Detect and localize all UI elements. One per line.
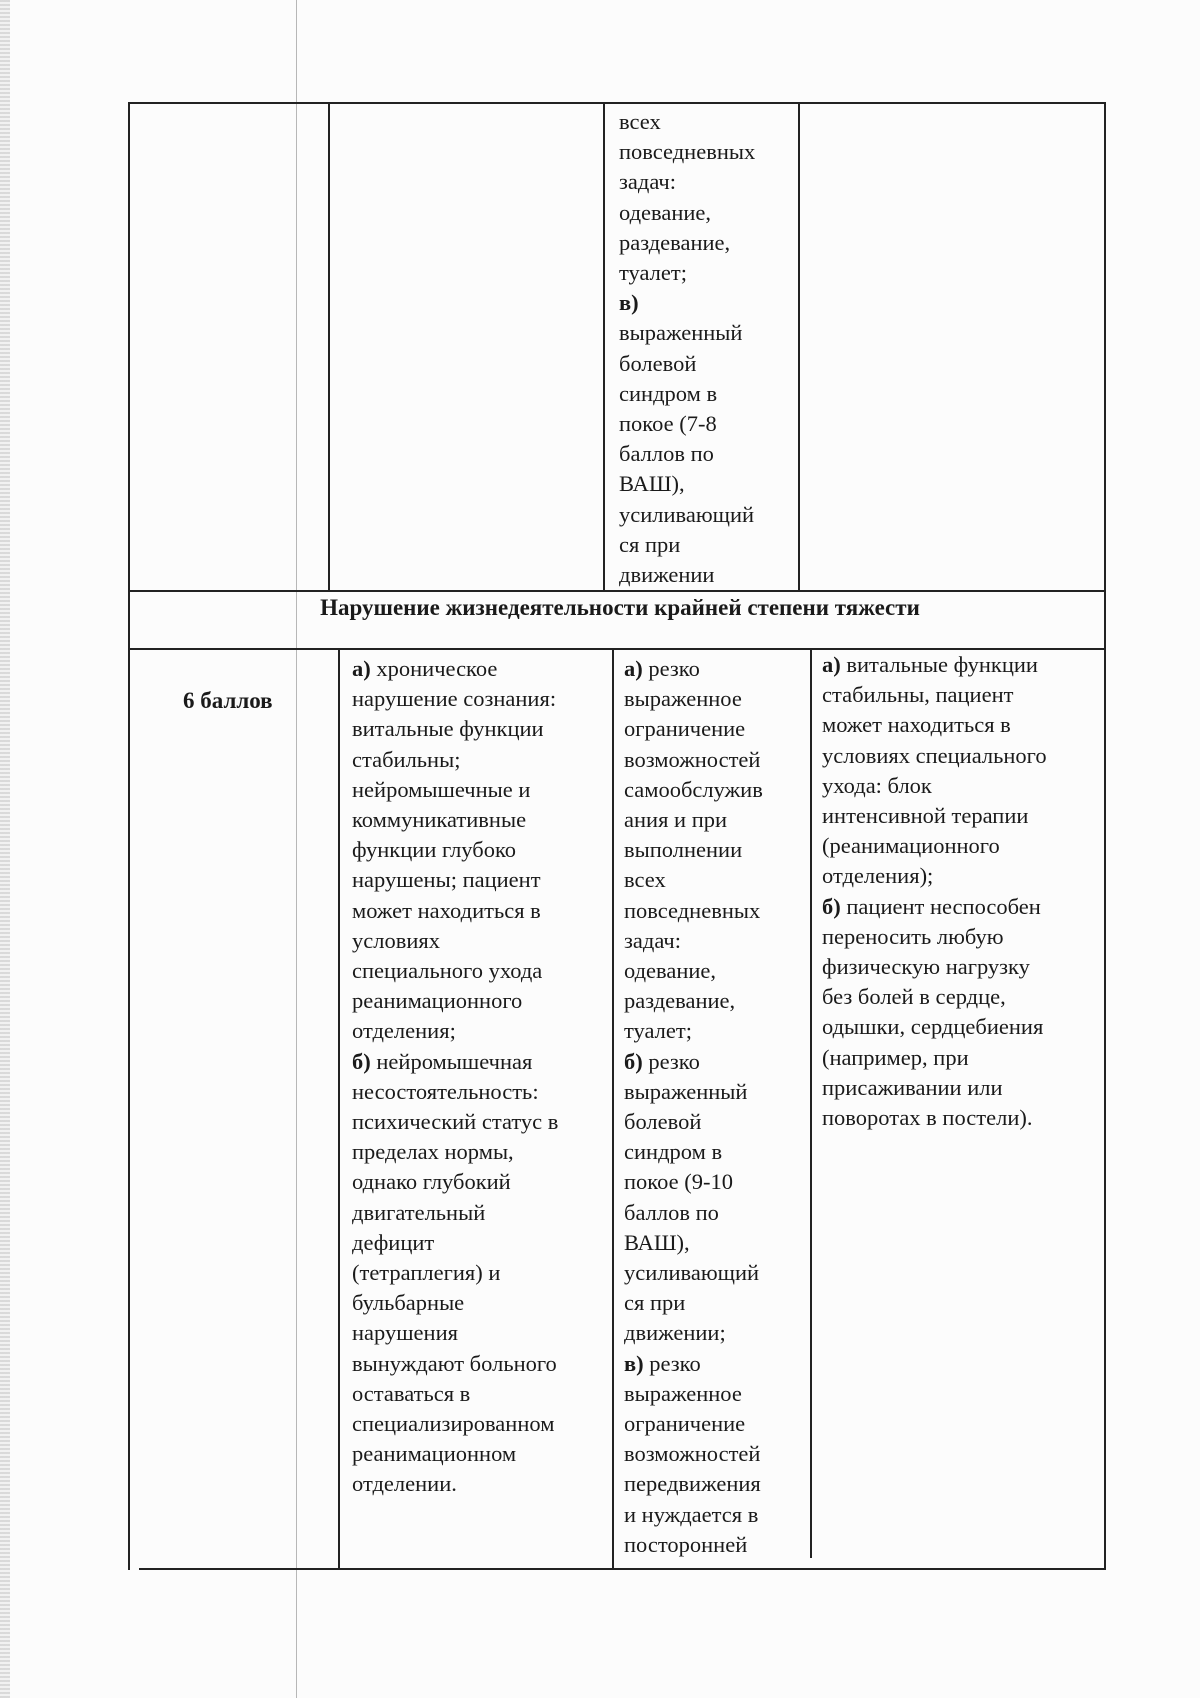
top-row-col3-c-text: выраженный болевой синдром в покое (7-8 баллов по ВАШ), усиливающий ся при движении (619, 320, 755, 588)
top-row-col3 (619, 107, 799, 590)
col4-a-label: а) (822, 652, 841, 677)
table-border-left (128, 102, 130, 1570)
col3-a-label: а) (624, 656, 643, 681)
table-border-top (128, 102, 1105, 104)
col3-c-text: резко выраженное ограничение возможностей передвижения и нуждается в посторонней (624, 1350, 761, 1557)
score-row-col2 (352, 654, 608, 1500)
col4-b-label: б) (822, 893, 841, 919)
col3-b-text: резко выраженный болевой синдром в покое (9-10 баллов по ВАШ), усиливающий ся при движении; (624, 1048, 760, 1346)
col4-a-text: витальные функции стабильны, пациент может находиться в условиях специального ухода: блок интенсивной терапии (реанимационного отделения); (822, 652, 1047, 889)
table-border-right (1104, 102, 1106, 1570)
score-row-col4 (822, 650, 1104, 1133)
col-line-2-top (603, 102, 605, 590)
col-line-2-bottom (612, 648, 614, 1568)
section-heading: Нарушение жизнедеятельности крайней степени тяжести (320, 595, 920, 620)
col-line-1-top (328, 102, 330, 590)
col3-b-label: б) (624, 1048, 643, 1074)
table-border-bottom (139, 1568, 1106, 1570)
row-divider-1 (128, 590, 1105, 592)
col4-b-text: пациент неспособен переносить любую физическую нагрузку без болей в сердце, одышки, сердцебиения (например, при присаживании или поворотах в постели). (822, 893, 1044, 1131)
score-label: 6 баллов (183, 688, 273, 713)
col2-b-label: б) (352, 1048, 371, 1074)
col2-a-text: хроническое нарушение сознания: витальные функции стабильны; нейромышечные и коммуникативные функции глубоко нарушены; пациент может находиться в условиях специального ухода реанимационного отделения; (352, 656, 557, 1044)
scan-fold-line (296, 0, 297, 1698)
col2-a-label: а) (352, 656, 371, 681)
col-line-1-bottom (338, 648, 340, 1568)
top-row-col3-c-label: в) (619, 290, 639, 316)
col2-b-text: нейромышечная несостоятельность: психический статус в пределах нормы, однако глубокий двигательный дефицит (тетраплегия) и бульбарные нарушения вынуждают больного оставаться в специализированном реанимационном отделении. (352, 1048, 559, 1497)
col-line-3-bottom (810, 648, 812, 1558)
score-row-col3 (624, 654, 810, 1560)
top-row-col3-lines: всех повседневных задач: одевание, раздевание, туалет; (619, 109, 756, 286)
scan-edge-artifact (0, 0, 10, 1698)
col3-c-label: в) (624, 1350, 644, 1376)
col3-a-text: резко выраженное ограничение возможностей самообслужив ания и при выполнении всех повседневных задач: одевание, раздевание, туалет; (624, 656, 763, 1044)
